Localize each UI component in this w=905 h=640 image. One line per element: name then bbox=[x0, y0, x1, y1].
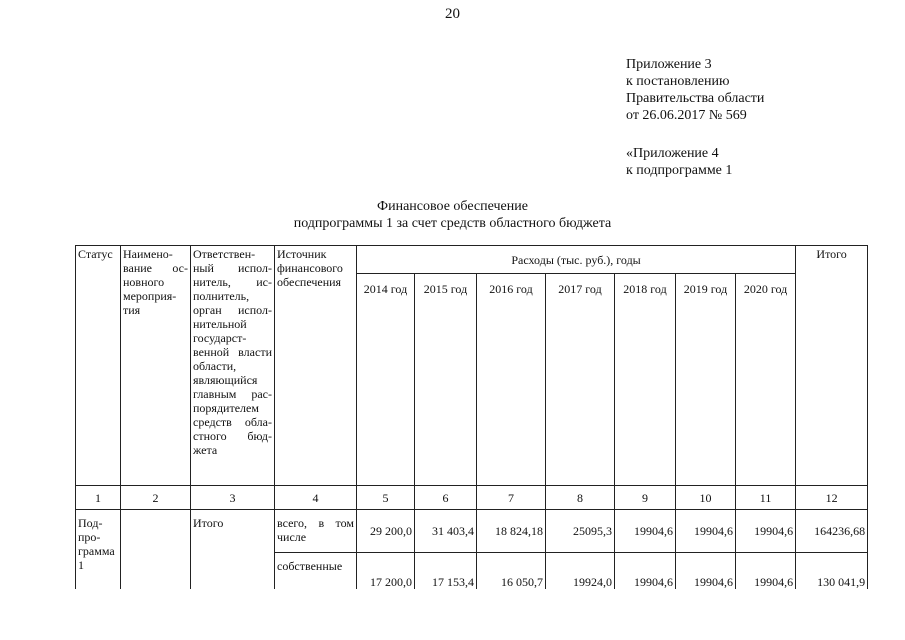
cell-name bbox=[121, 510, 191, 593]
column-number: 1 bbox=[76, 486, 121, 510]
cell-value: 29 200,0 bbox=[357, 510, 415, 553]
appendix-header bbox=[626, 56, 764, 124]
cell-value: 19904,6 bbox=[736, 553, 796, 593]
cell-value: 19904,6 bbox=[615, 553, 676, 593]
header-year: 2019 год bbox=[676, 274, 736, 486]
header-source: Источник финансового обеспечения bbox=[275, 246, 357, 486]
header-year: 2016 год bbox=[477, 274, 546, 486]
table-row bbox=[76, 510, 868, 553]
appendix-header-line: Правительства области bbox=[626, 91, 765, 106]
column-number: 3 bbox=[191, 486, 275, 510]
cell-value: 19904,6 bbox=[736, 510, 796, 553]
header-year: 2020 год bbox=[736, 274, 796, 486]
appendix-sub-line: «Приложение 4 bbox=[626, 146, 719, 161]
column-number: 7 bbox=[477, 486, 546, 510]
cell-status: Подпрограмма 1 bbox=[76, 510, 121, 593]
financing-table bbox=[75, 245, 868, 593]
appendix-header-line: от 26.06.2017 № 569 bbox=[626, 108, 747, 123]
column-number: 10 bbox=[676, 486, 736, 510]
header-status: Статус bbox=[76, 246, 121, 486]
cell-total: 130 041,9 bbox=[796, 553, 868, 593]
page-number: 20 bbox=[445, 6, 460, 22]
cell-responsible: Итого bbox=[191, 510, 275, 593]
cell-value: 18 824,18 bbox=[477, 510, 546, 553]
title-line-1: Финансовое обеспечение bbox=[377, 199, 528, 214]
header-responsible: Ответственный исполнитель, исполнитель, орган исполнительной государственной власти области, являющийся главным распорядителем средств областного бюджета bbox=[191, 246, 275, 486]
cell-value: 31 403,4 bbox=[415, 510, 477, 553]
header-expenses: Расходы (тыс. руб.), годы bbox=[357, 246, 796, 274]
cell-value: 16 050,7 bbox=[477, 553, 546, 593]
cell-value: 17 200,0 bbox=[357, 553, 415, 593]
header-total: Итого bbox=[796, 246, 868, 486]
cell-source: всего, в том числе bbox=[275, 510, 357, 553]
cell-source: собственные bbox=[275, 553, 357, 593]
cell-value: 19904,6 bbox=[615, 510, 676, 553]
cell-value: 19904,6 bbox=[676, 510, 736, 553]
column-number: 4 bbox=[275, 486, 357, 510]
appendix-header-line: Приложение 3 bbox=[626, 57, 712, 72]
column-number: 2 bbox=[121, 486, 191, 510]
cell-value: 17 153,4 bbox=[415, 553, 477, 593]
appendix-sub-header bbox=[626, 145, 732, 179]
appendix-sub-line: к подпрограмме 1 bbox=[626, 163, 733, 178]
header-name: Наименование основного мероприятия bbox=[121, 246, 191, 486]
cell-value: 19924,0 bbox=[546, 553, 615, 593]
column-number: 5 bbox=[357, 486, 415, 510]
cell-total: 164236,68 bbox=[796, 510, 868, 553]
column-number: 8 bbox=[546, 486, 615, 510]
column-number: 6 bbox=[415, 486, 477, 510]
document-title bbox=[0, 198, 905, 232]
title-line-2: подпрограммы 1 за счет средств областного бюджета bbox=[293, 216, 612, 231]
appendix-header-line: к постановлению bbox=[626, 74, 730, 89]
cell-value: 25095,3 bbox=[546, 510, 615, 553]
cell-value: 19904,6 bbox=[676, 553, 736, 593]
column-number: 9 bbox=[615, 486, 676, 510]
column-number: 11 bbox=[736, 486, 796, 510]
page-crop-edge bbox=[0, 589, 905, 640]
header-year: 2014 год bbox=[357, 274, 415, 486]
column-number: 12 bbox=[796, 486, 868, 510]
header-year: 2018 год bbox=[615, 274, 676, 486]
header-year: 2015 год bbox=[415, 274, 477, 486]
header-year: 2017 год bbox=[546, 274, 615, 486]
